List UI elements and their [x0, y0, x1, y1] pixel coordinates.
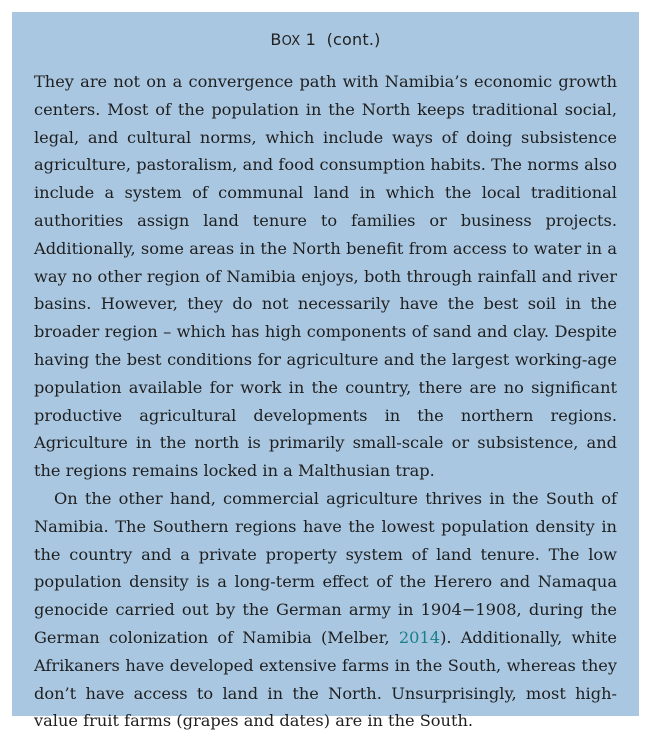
paragraph-2-text-before: On the other hand, commercial agriculture thrives in the South of Namibia. The Southern regions have the lowest population density in the country and a private property system of land tenure. The low population density is a long-term effect of the Herero and Namaqua genocide carried out by the German army in 1904−1908, during the German colonization of Namibia (Melber,	[34, 488, 617, 647]
box-title-smallcaps: OX	[281, 34, 301, 49]
box-title-initial: B	[270, 30, 282, 49]
text-box	[12, 12, 639, 731]
paragraph-2-text-after: ). Additionally, white Afrikaners have developed extensive farms in the South, whereas they don’t have access to land in the North. Unsurprisingly, most high-value fruit farms (grapes and dates) are in the South.	[34, 627, 617, 731]
box-body	[34, 68, 617, 735]
citation-link[interactable]: 2014	[398, 627, 441, 647]
paragraph-2	[34, 485, 617, 735]
box-number: 1	[305, 30, 317, 49]
box-title	[34, 28, 617, 52]
paragraph-1: They are not on a convergence path with Namibia’s economic growth centers. Most of the population in the North keeps traditional social, legal, and cultural norms, which include ways of doing subsistence agriculture, pastoralism, and food consumption habits. The norms also include a system of communal land in which the local traditional authorities assign land tenure to families or business projects. Additionally, some areas in the North benefit from access to water in a way no other region of Namibia enjoys, both through rainfall and river basins. However, they do not necessarily have the best soil in the broader region – which has high components of sand and clay. Despite having the best conditions for agriculture and the largest working-age population available for work in the country, there are no significant productive agricultural developments in the northern regions. Agriculture in the north is primarily small-scale or subsistence, and the regions remains locked in a Malthusian trap.	[34, 72, 617, 481]
box-title-suffix: (cont.)	[326, 30, 381, 49]
